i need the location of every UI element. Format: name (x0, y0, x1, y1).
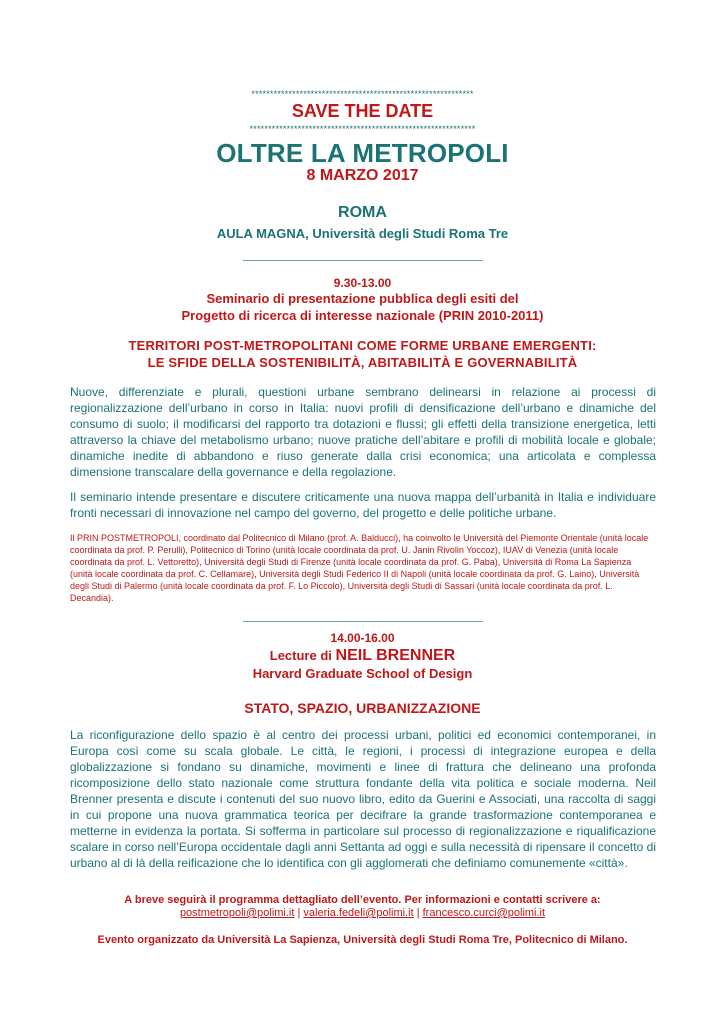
prin-credits: Il PRIN POSTMETROPOLI, coordinato dal Politecnico di Milano (prof. A. Balducci), ha coinvolto le Università del Piemonte Orientale (unità locale coordinata da prof. P. Perulli), Politecnico di Torino (unità locale coordinata da prof. U. Janin Rivolin Yoccoz), IUAV di Venezia (unità locale coordinata da prof. L. Vettoretto), Università degli Studi di Firenze (unità locale coordinata da prof. G. Paba), Università di Roma La Sapienza (unità locale coordinata da prof. C. Cellamare), Università degli Studi Federico II di Napoli (unità locale coordinata da prof. G. Laino), Università degli Studi di Palermo (unità locale coordinata da prof. F. Lo Piccolo), Università degli Studi di Sassari (unità locale coordinata da prof. L. Decandia). (70, 533, 649, 603)
lecturer-affiliation: Harvard Graduate School of Design (252, 666, 473, 681)
event-date: 8 MARZO 2017 (306, 167, 419, 184)
email-link-postmetropoli[interactable]: postmetropoli@polimi.it (179, 907, 295, 919)
divider-rule-2 (243, 621, 483, 622)
session2-time: 14.00-16.00 (330, 631, 395, 645)
stars-divider-bottom: ************************************************************* (249, 124, 476, 134)
email-link-fedeli[interactable]: valeria.fedeli@polimi.it (303, 907, 414, 919)
event-city: ROMA (338, 204, 387, 221)
event-title: OLTRE LA METROPOLI (216, 138, 509, 168)
stars-divider-top: ************************************************************ (251, 89, 474, 99)
session1-paragraph2: Il seminario intende presentare e discutere criticamente una nuova mappa dell’urbanità in Italia e individuare fronti necessari di innovazione nel campo del governo, del progetto e delle politiche urbane. (70, 490, 656, 520)
session2-lecture (0, 647, 725, 665)
lecturer-name: NEIL BRENNER (335, 647, 456, 664)
session2-theme: STATO, SPAZIO, URBANIZZAZIONE (244, 700, 481, 716)
footer-contacts (0, 906, 725, 920)
email-separator-1: | (294, 907, 304, 919)
session1-time: 9.30-13.00 (333, 276, 392, 290)
footer-info-line: A breve seguirà il programma dettagliato dell’evento. Per informazioni e contatti scrivere a: (124, 894, 601, 906)
session1-theme-line1: TERRITORI POST-METROPOLITANI COME FORME URBANE EMERGENTI: (128, 338, 597, 353)
session1-theme-line2: LE SFIDE DELLA SOSTENIBILITÀ, ABITABILITÀ E GOVERNABILITÀ (147, 355, 578, 370)
session1-paragraph1: Nuove, differenziate e plurali, questioni urbane sembrano delinearsi in relazione ai processi di regionalizzazione dell’urbano in corso in Italia: nuovi profili di densificazione dell’urbano e dinamiche del consumo di suolo; il modificarsi del rapporto tra dotazioni e flussi; gli effetti della transizione energetica, letti attraverso la chiave del metabolismo urbano; nuove pratiche dell’abitare e profili di mobilità locale e globale; dinamiche inedite di abbandono e riuso generate dalla crisi economica; una articolata e complessa dimensione transcalare della governance e della regolazione. (70, 385, 656, 479)
lecture-prefix: Lecture di (269, 648, 336, 663)
divider-rule-1 (243, 260, 483, 261)
save-the-date-heading: SAVE THE DATE (291, 101, 434, 121)
email-separator-2: | (413, 907, 423, 919)
session1-subtitle-line1: Seminario di presentazione pubblica degli esiti del (206, 291, 519, 306)
event-venue: AULA MAGNA, Università degli Studi Roma Tre (216, 226, 509, 241)
email-link-curci[interactable]: francesco.curci@polimi.it (422, 907, 546, 919)
session2-paragraph: La riconfigurazione dello spazio è al centro dei processi urbani, politici ed economici contemporanei, in Europa così come su scala globale. Le città, le regioni, i processi di integrazione europea e della globalizzazione si fondano su dinamiche, movimenti e linee di frattura che delineano una profonda ricomposizione dello stato nazionale come struttura fondante della vita politica e sociale moderna. Neil Brenner presenta e discute i contenuti del suo nuovo libro, edito da Guerini e Associati, una raccolta di saggi in cui propone una nuova grammatica teorica per decifrare la grande trasformazione contemporanea e metterne in evidenza la portata. Si sofferma in particolare sul processo di regionalizzazione e riqualificazione scalare in corso nell’Europa occidentale dagli anni Settanta ad oggi e sulla necessità di ripensare il concetto di urbano al di là della reificazione che lo identifica con gli agglomerati che definiamo comunemente «città». (70, 728, 656, 870)
session1-subtitle-line2: Progetto di ricerca di interesse nazionale (PRIN 2010-2011) (181, 308, 544, 323)
footer-organizers: Evento organizzato da Università La Sapienza, Università degli Studi Roma Tre, Politecnico di Milano. (97, 934, 628, 946)
